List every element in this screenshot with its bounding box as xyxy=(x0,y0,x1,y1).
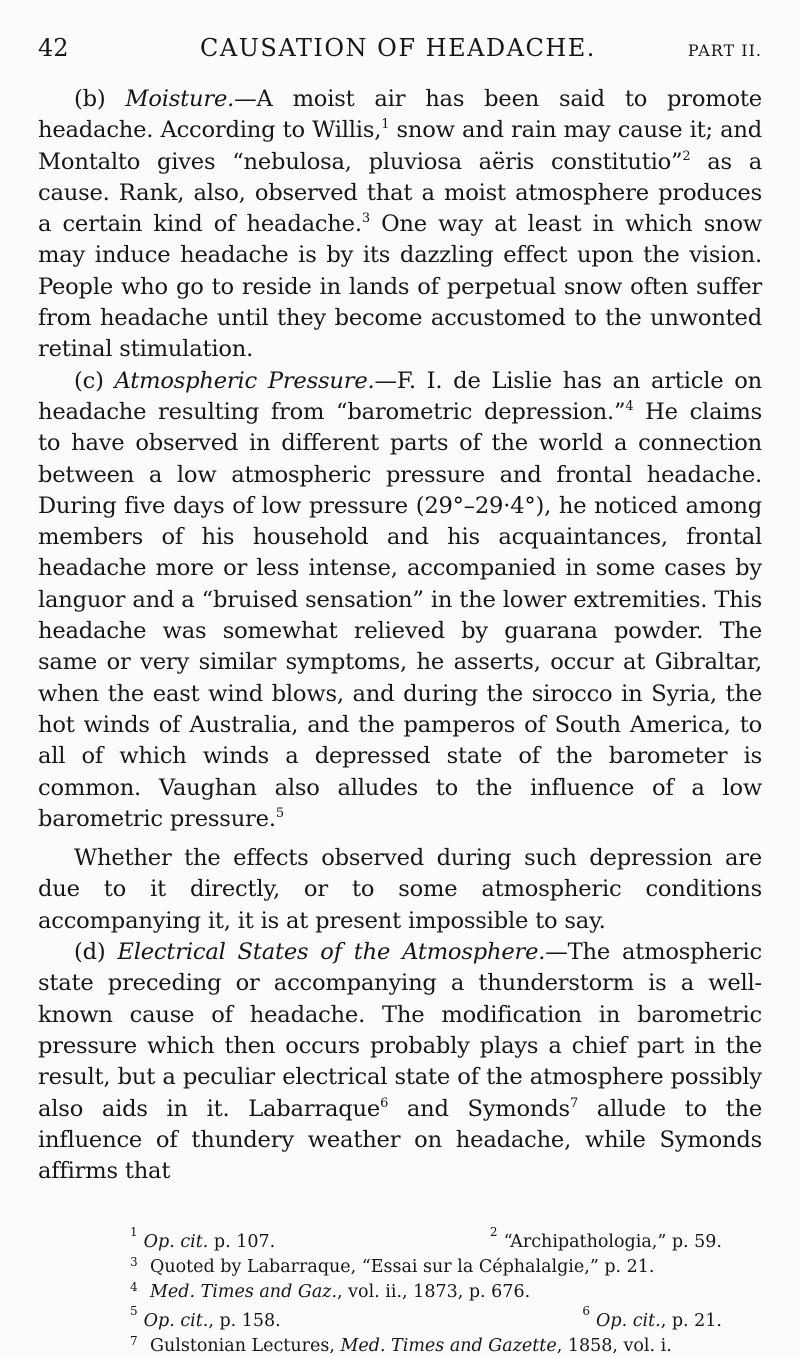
paragraph-moisture xyxy=(38,84,762,366)
part-label: PART II. xyxy=(687,41,762,60)
text-run: —The atmospheric state preceding or accompanying a thunderstorm is a well-known cause of headache. The modification in barometric pressure which then occurs probably plays a chief part in the result, but a peculiar electrical state of the atmosphere possibly also aids in it. Labarraque xyxy=(38,939,762,1122)
footnote-italic: Med. Times and Gaz. xyxy=(150,1281,338,1302)
footnote-6 xyxy=(582,1304,722,1334)
footnote-ref: 6 xyxy=(380,1095,389,1111)
footnote-text: Quoted by Labarraque, “Essai sur la Céphalalgie,” p. 21. xyxy=(150,1256,655,1277)
section-label: (b) xyxy=(74,86,106,112)
footnote-number: 7 xyxy=(130,1333,138,1348)
footnote-number: 1 xyxy=(130,1225,138,1240)
text-run: as a cause. Rank, also, observed that a moist atmosphere produces a certain kind of headache. xyxy=(38,148,762,238)
footnote-italic: Op. cit. xyxy=(596,1311,661,1332)
paragraph-electrical-states xyxy=(38,937,762,1187)
footnote-text: , 1858, vol. i. xyxy=(556,1335,672,1356)
footnote-4 xyxy=(130,1280,762,1305)
text-run: He claims to have observed in different parts of the world a connection between a low atmospheric pressure and frontal headache. During five days of low pressure (29°–29·4°), he noticed among members of his household and his acquaintances, frontal headache more or less intense, accompanied in some cases by languor and a “bruised sensation” in the lower extremities. This headache was somewhat relieved by guarana powder. The same or very similar symptoms, he asserts, occur at Gibraltar, when the east wind blows, and during the sirocco in Syria, the hot winds of Australia, and the pamperos of South America, to all of which winds a depressed state of the barometer is common. Vaughan also alludes to the influence of a low barometric pressure. xyxy=(38,398,762,832)
footnote-number: 4 xyxy=(130,1279,138,1294)
text-run: and Symonds xyxy=(388,1095,570,1122)
footnote-italic: Op. cit. xyxy=(143,1232,209,1253)
footnote-ref: 5 xyxy=(275,805,284,821)
text-run: One way at least in which snow may induce headache is by its dazzling effect upon the vision. People who go to reside in lands of perpetual snow often suffer from headache until they become accustomed to the unwonted retinal stimulation. xyxy=(38,211,762,363)
footnote-ref: 2 xyxy=(682,148,691,164)
paragraph-atmospheric-pressure xyxy=(38,366,762,835)
footnote-ref: 4 xyxy=(625,398,634,414)
footnote-number: 2 xyxy=(489,1225,498,1240)
running-title: CAUSATION OF HEADACHE. xyxy=(200,34,596,62)
footnote-number: 6 xyxy=(582,1304,591,1319)
footnote-ref: 7 xyxy=(569,1095,579,1111)
section-heading: Atmospheric Pressure. xyxy=(114,367,375,394)
section-label: (d) xyxy=(74,939,106,966)
footnote-italic: Med. Times and Gazette xyxy=(340,1335,557,1356)
footnote-text: “Archipathologia,” p. 59. xyxy=(503,1232,722,1253)
footnote-text: Gulstonian Lectures, xyxy=(150,1335,341,1356)
footnote-3 xyxy=(130,1255,762,1280)
footnote-text: , p. 158. xyxy=(208,1311,281,1332)
footnote-text: p. 107. xyxy=(208,1232,276,1253)
text-run: allude to the influence of thundery weather on headache, while Symonds affirms that xyxy=(38,1095,762,1185)
section-heading: Moisture. xyxy=(125,86,235,112)
footnote-number: 5 xyxy=(130,1304,138,1319)
footnote-text: , vol. ii., 1873, p. 676. xyxy=(337,1281,531,1302)
body-text xyxy=(38,84,762,1187)
footnote-5 xyxy=(130,1304,281,1334)
paragraph-depression-effects: Whether the effects observed during such depression are due to it directly, or to some atmospheric conditions accompanying it, it is at present impossible to say. xyxy=(38,845,762,934)
footnote-7 xyxy=(130,1334,762,1358)
footnote-ref: 1 xyxy=(381,117,390,133)
footnote-2 xyxy=(490,1225,722,1255)
footnotes xyxy=(38,1225,762,1358)
text-run: snow and rain may cause it; and Montalto gives “nebulosa, pluviosa aëris constitutio” xyxy=(38,117,762,175)
page-number: 42 xyxy=(38,34,69,62)
section-label: (c) xyxy=(74,367,104,394)
footnote-row xyxy=(130,1225,762,1255)
footnote-row xyxy=(130,1304,762,1334)
footnote-number: 3 xyxy=(130,1254,138,1269)
footnote-text: , p. 21. xyxy=(660,1311,722,1332)
text-run: —A moist air has been said to promote headache. According to Willis, xyxy=(38,86,762,144)
running-head xyxy=(38,28,762,68)
footnote-ref: 3 xyxy=(361,211,370,227)
text-run: —F. I. de Lislie has an article on headache resulting from “barometric depression.” xyxy=(38,367,762,425)
section-heading: Electrical States of the Atmosphere. xyxy=(117,939,546,966)
footnote-1 xyxy=(130,1225,275,1255)
footnote-italic: Op. cit. xyxy=(143,1311,209,1332)
